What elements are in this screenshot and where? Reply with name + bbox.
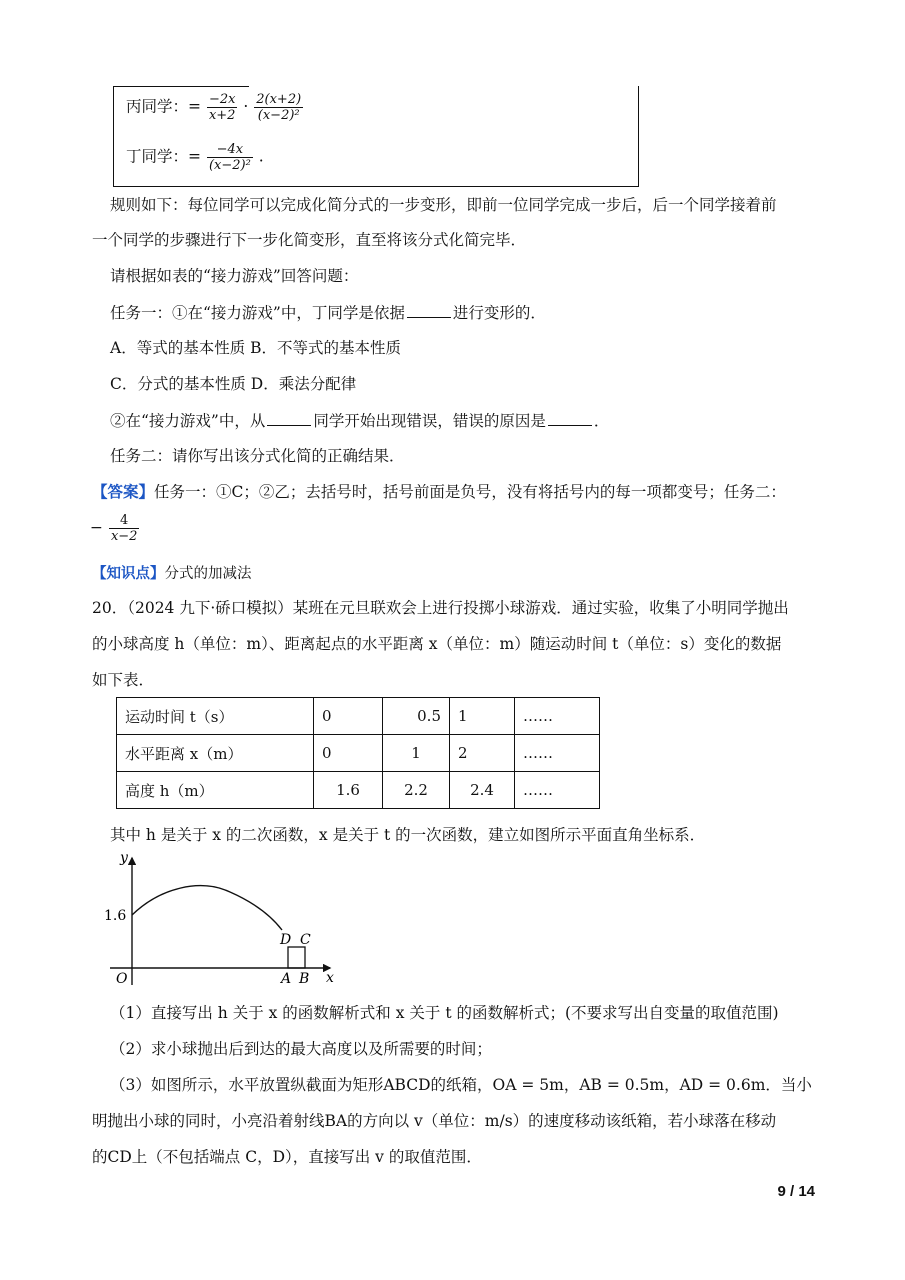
answer-line bbox=[92, 481, 786, 503]
box-rectangle bbox=[288, 947, 305, 968]
rules-line-2: 一个同学的步骤进行下一步化简变形，直至将该分式化简完毕． bbox=[92, 231, 527, 249]
bing-row bbox=[126, 92, 304, 123]
after-table-line: 其中 h 是关于 x 的二次函数，x 是关于 t 的一次函数，建立如图所示平面直角坐标系． bbox=[110, 826, 706, 844]
bing-dot: · bbox=[243, 97, 249, 116]
answer-blank bbox=[267, 409, 311, 426]
task1-part2-line: ②在“接力游戏”中，从 同学开始出现错误，错误的原因是 ． bbox=[110, 409, 609, 432]
sub-question-3-line-2: 明抛出小球的同时，小亮沿着射线BA的方向以 v（单位：m/s）的速度移动该纸箱，若小球落在移动 bbox=[92, 1112, 777, 1130]
answer-text: 任务一：①C；②乙；去括号时，括号前面是负号，没有将括号内的每一项都变号；任务二： bbox=[154, 483, 786, 501]
rules-line-1: 规则如下：每位同学可以完成化简分式的一步变形，即前一位同学完成一步后，后一个同学接着前 bbox=[110, 196, 777, 214]
page-number: 9 / 14 bbox=[777, 1183, 815, 1200]
sub-question-3-line-1: （3）如图所示，水平放置纵截面为矩形ABCD的纸箱，OA = 5m，AB = 0.5m，AD = 0.6m．当小 bbox=[110, 1076, 812, 1094]
ding-fraction: $\frac{-4x}{\text{(x−2)²}}$ bbox=[208, 142, 251, 173]
label-c: C bbox=[300, 932, 311, 948]
sub-question-1: （1）直接写出 h 关于 x 的函数解析式和 x 关于 t 的函数解析式；(不要求写出自变量的取值范围) bbox=[110, 1004, 779, 1022]
q20-line-3: 如下表． bbox=[92, 671, 155, 689]
ding-row bbox=[126, 142, 264, 173]
knowledge-text: 分式的加减法 bbox=[164, 566, 252, 582]
label-d: D bbox=[280, 932, 292, 948]
data-table bbox=[116, 697, 600, 809]
task1-line: 任务一：①在“接力游戏”中，丁同学是依据 进行变形的． bbox=[110, 301, 546, 324]
x-axis-label: x bbox=[326, 970, 334, 986]
bing-fraction-2: $\frac{2(x+2)}{\text{(x−2)²}}$ bbox=[256, 92, 302, 123]
task2-line: 任务二：请你写出该分式化简的正确结果． bbox=[110, 447, 405, 465]
bing-fraction-1: $\frac{-2x}{x+2}$ bbox=[208, 92, 236, 123]
knowledge-tag: 【知识点】 bbox=[92, 565, 165, 582]
answer-tag: 【答案】 bbox=[92, 482, 155, 501]
answer-blank bbox=[548, 409, 592, 426]
table-row: 运动时间 t（s） 0 0.5 1 …… bbox=[117, 698, 600, 735]
ask-line: 请根据如表的“接力游戏”回答问题： bbox=[110, 267, 359, 285]
answer-blank bbox=[407, 301, 451, 318]
q20-line-1: 20．（2024 九下·硚口模拟）某班在元旦联欢会上进行投掷小球游戏．通过实验，收集了小明同学抛出 bbox=[92, 599, 789, 617]
coordinate-graph bbox=[100, 850, 350, 990]
sub-question-3-line-3: 的CD上（不包括端点 C，D），直接写出 v 的取值范围． bbox=[92, 1148, 482, 1166]
origin-label: O bbox=[116, 971, 128, 987]
y-axis-label: y bbox=[120, 850, 128, 866]
ding-label: 丁同学：= bbox=[126, 147, 201, 166]
table-row: 水平距离 x（m） 0 1 2 …… bbox=[117, 735, 600, 772]
options-cd: C．分式的基本性质 D．乘法分配律 bbox=[110, 375, 357, 393]
q20-line-2: 的小球高度 h（单位：m）、距离起点的水平距离 x（单位：m）随运动时间 t（单位：s）变化的数据 bbox=[92, 635, 782, 653]
knowledge-line bbox=[92, 563, 252, 585]
options-ab: A．等式的基本性质 B．不等式的基本性质 bbox=[110, 339, 402, 357]
y-tick-label: 1.6 bbox=[104, 908, 127, 924]
answer-fraction-row bbox=[90, 513, 140, 544]
sub-question-2: （2）求小球抛出后到达的最大高度以及所需要的时间； bbox=[110, 1040, 492, 1058]
bing-label: 丙同学：= bbox=[126, 97, 201, 116]
parabola-curve bbox=[132, 886, 282, 930]
answer-fraction: $\frac{4}{x-2}$ bbox=[110, 513, 138, 544]
label-a: A bbox=[281, 971, 292, 987]
table-row: 高度 h（m） 1.6 2.2 2.4 …… bbox=[117, 772, 600, 809]
ding-end: . bbox=[258, 147, 264, 166]
label-b: B bbox=[299, 971, 310, 987]
answer-minus: − bbox=[90, 518, 103, 537]
